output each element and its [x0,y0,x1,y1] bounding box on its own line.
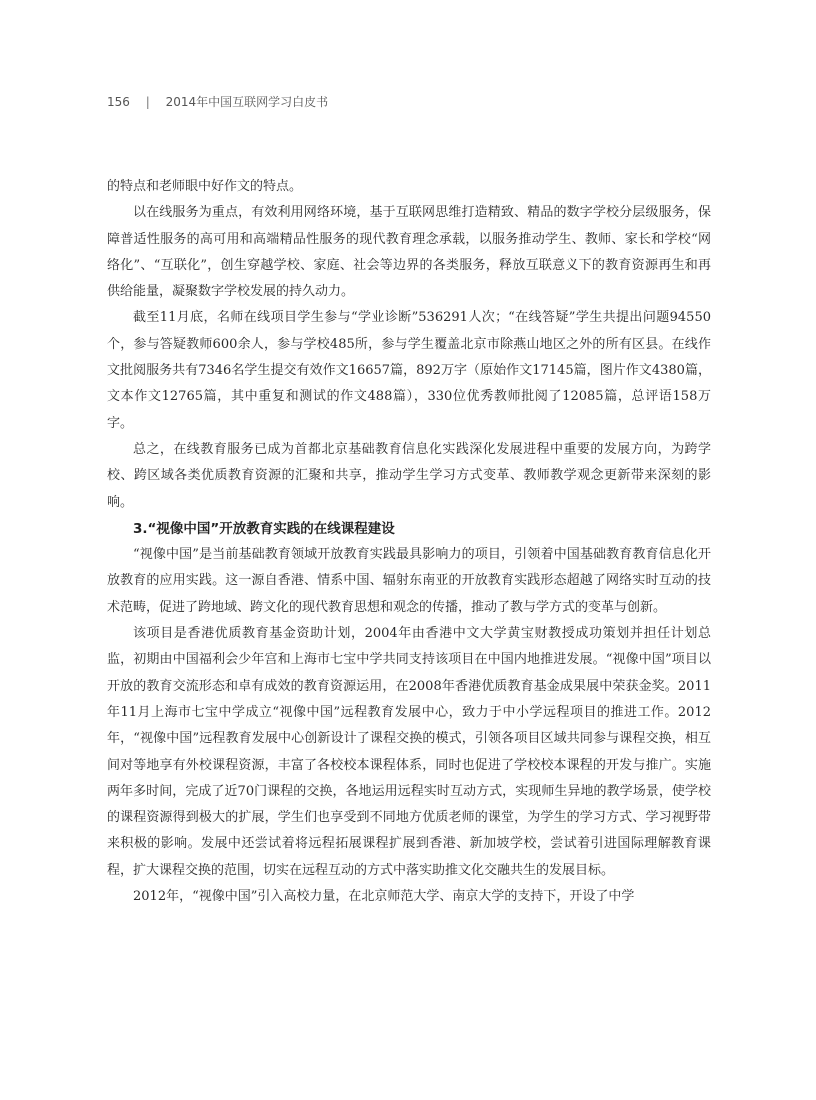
paragraph-project-history: 该项目是香港优质教育基金资助计划，2004年由香港中文大学黄宝财教授成功策划并担任计划总监，初期由中国福利会少年宫和上海市七宝中学共同支持该项目在中国内地推进发展。“视像中国”项目以开放的教育交流形态和卓有成效的教育资源运用，在2008年香港优质教育基金成果展中荣获金奖。2011年11月上海市七宝中学成立“视像中国”远程教育发展中心，致力于中小学远程项目的推进工作。2012年，“视像中国”远程教育发展中心创新设计了课程交换的模式，引领各项目区域共同参与课程交换，相互间对等地享有外校课程资源，丰富了各校校本课程体系，同时也促进了学校校本课程的开发与推广。实施两年多时间，完成了近70门课程的交换，各地运用远程实时互动方式，实现师生异地的教学场景，使学校的课程资源得到极大的扩展，学生们也享受到不同地方优质老师的课堂，为学生的学习方式、学习视野带来积极的影响。发展中还尝试着将远程拓展课程扩展到香港、新加坡学校，尝试着引进国际理解教育课程，扩大课程交换的范围，切实在远程互动的方式中落实助推文化交融共生的发展目标。 [107,626,711,878]
paragraph-online-service: 以在线服务为重点，有效利用网络环境，基于互联网思维打造精致、精品的数字学校分层级服务，保障普适性服务的高可用和高端精品性服务的现代教育理念承载，以服务推动学生、教师、家长和学校“网络化”、“互联化”，创生穿越学校、家庭、社会等边界的各类服务，释放互联意义下的教育资源再生和再供给能量，凝聚数字学校发展的持久动力。 [107,205,711,300]
book-title: 2014年中国互联网学习白皮书 [165,95,329,109]
paragraph-continuation: 的特点和老师眼中好作文的特点。 [107,179,303,194]
paragraph-statistics: 截至11月底，名师在线项目学生参与“学业诊断”536291人次；“在线答疑”学生共提出问题94550个，参与答疑教师600余人，参与学校485所，参与学生覆盖北京市除燕山地区之外的所有区县。在线作文批阅服务共有7346名学生提交有效作文16657篇，892万字（原始作文17145篇，图片作文4380篇，文本作文12765篇，其中重复和测试的作文488篇），330位优秀教师批阅了12085篇，总评语158万字。 [107,310,711,431]
section-heading: 3.“视像中国”开放教育实践的在线课程建设 [133,520,395,537]
header-separator: | [145,95,150,109]
page-body [107,174,711,910]
paragraph-2012: 2012年，“视像中国”引入高校力量，在北京师范大学、南京大学的支持下，开设了中学 [133,889,635,905]
page-number: 156 [107,95,130,109]
paragraph-summary: 总之，在线教育服务已成为首都北京基础教育信息化实践深化发展进程中重要的发展方向，为跨学校、跨区域各类优质教育资源的汇聚和共享，推动学生学习方式变革、教师教学观念更新带来深刻的影响。 [107,441,711,510]
paragraph-project-intro: “视像中国”是当前基础教育领域开放教育实践最具影响力的项目，引领着中国基础教育教育信息化开放教育的应用实践。这一源自香港、情系中国、辐射东南亚的开放教育实践形态超越了网络实时互动的技术范畴，促进了跨地域、跨文化的现代教育思想和观念的传播，推动了教与学方式的变革与创新。 [107,547,711,615]
running-header [107,93,328,110]
